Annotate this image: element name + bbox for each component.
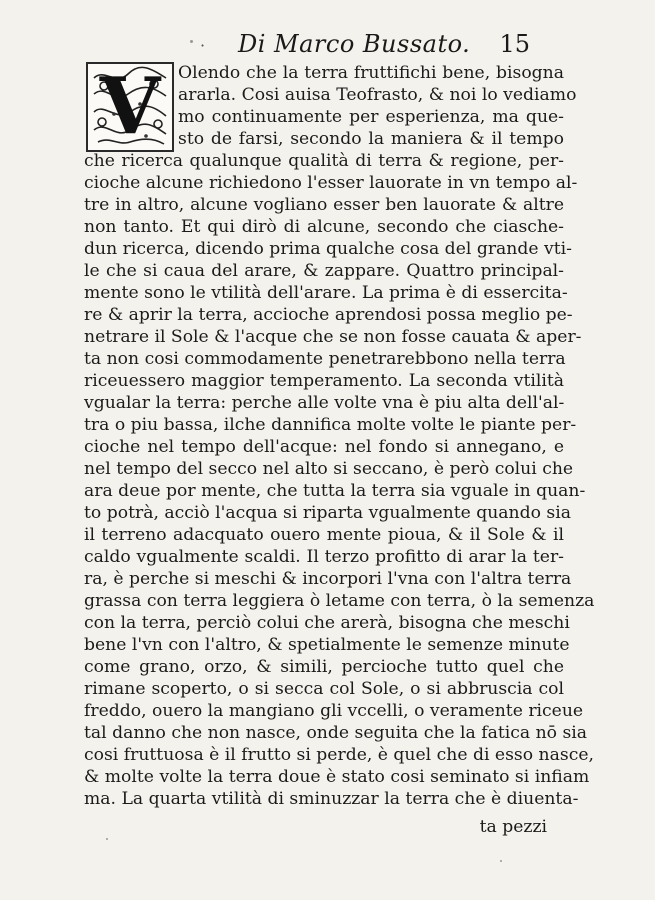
text-line: rimane scoperto, o si secca col Sole, o si abbruscia col — [84, 679, 564, 699]
text-line: tra o piu bassa, ilche dannifica molte volte le piante per- — [84, 415, 577, 435]
text-line: ararla. Cosi auisa Teofrasto, & noi lo vediamo — [178, 85, 577, 105]
paper-speck — [190, 40, 193, 43]
text-line: Olendo che la terra fruttifichi bene, bisogna — [178, 63, 564, 83]
running-head: Di Marco Bussato. — [238, 30, 471, 58]
text-line: grassa con terra leggiera ò letame con terra, ò la semenza — [84, 591, 595, 611]
page-header — [200, 30, 530, 60]
text-line: nel tempo del secco nel alto si seccano, è però colui che — [84, 459, 574, 479]
text-line: che ricerca qualunque qualità di terra & regione, per- — [84, 151, 564, 171]
text-line: cioche nel tempo dell'acque: nel fondo si annegano, e — [84, 437, 564, 457]
text-line: sto de farsi, secondo la maniera & il tempo — [178, 129, 564, 149]
text-line: ma. La quarta vtilità di sminuzzar la terra che è diuenta- — [84, 789, 579, 809]
text-line: le che si caua del arare, & zappare. Quattro principal- — [84, 261, 564, 281]
text-line: tal danno che non nasce, onde seguita che la fatica nō sia — [84, 723, 588, 743]
text-line: tre in altro, alcune vogliano esser ben lauorate & altre — [84, 195, 564, 215]
text-line: bene l'vn con l'altro, & spetialmente le semenze minute — [84, 635, 570, 655]
text-line: vgualar la terra: perche alle volte vna è piu alta dell'al- — [84, 393, 565, 413]
initial-letter: V — [99, 62, 161, 152]
text-line: cioche alcune richiedono l'esser lauorate in vn tempo al- — [84, 173, 578, 193]
text-line: dun ricerca, dicendo prima qualche cosa del grande vti- — [84, 239, 572, 259]
text-line: re & aprir la terra, accioche aprendosi possa meglio pe- — [84, 305, 573, 325]
text-line: ara deue por mente, che tutta la terra sia vguale in quan- — [84, 481, 586, 501]
header-ornament: · — [200, 36, 206, 55]
text-line: mente sono le vtilità dell'arare. La prima è di essercita- — [84, 283, 568, 303]
text-line: ra, è perche si meschi & incorpori l'vna con l'altra terra — [84, 569, 572, 589]
text-line: netrare il Sole & l'acque che se non fosse cauata & aper- — [84, 327, 582, 347]
text-line: come grano, orzo, & simili, percioche tutto quel che — [84, 657, 564, 677]
text-line: non tanto. Et qui dirò di alcune, secondo che ciasche- — [84, 217, 564, 237]
text-line: & molte volte la terra doue è stato cosi seminato si infiam — [84, 767, 590, 787]
text-line: freddo, ouero la mangiano gli vccelli, o veramente riceue — [84, 701, 584, 721]
text-line: il terreno adacquato ouero mente pioua, & il Sole & il — [84, 525, 564, 545]
text-line: caldo vgualmente scaldi. Il terzo profitto di arar la ter- — [84, 547, 564, 567]
paper-speck — [106, 838, 108, 840]
text-line: to potrà, acciò l'acqua si riparta vgualmente quando sia — [84, 503, 571, 523]
catchword: ta pezzi — [479, 817, 547, 837]
decorated-initial — [86, 62, 174, 152]
text-line: riceuessero maggior temperamento. La seconda vtilità — [84, 371, 564, 391]
text-line: cosi fruttuosa è il frutto si perde, è quel che di esso nasce, — [84, 745, 594, 765]
page-number: 15 — [499, 30, 530, 58]
text-line: mo continuamente per esperienza, ma que- — [178, 107, 564, 127]
text-line: con la terra, perciò colui che arerà, bisogna che meschi — [84, 613, 570, 633]
paper-speck — [500, 860, 502, 862]
text-line: ta non cosi commodamente penetrarebbono nella terra — [84, 349, 566, 369]
